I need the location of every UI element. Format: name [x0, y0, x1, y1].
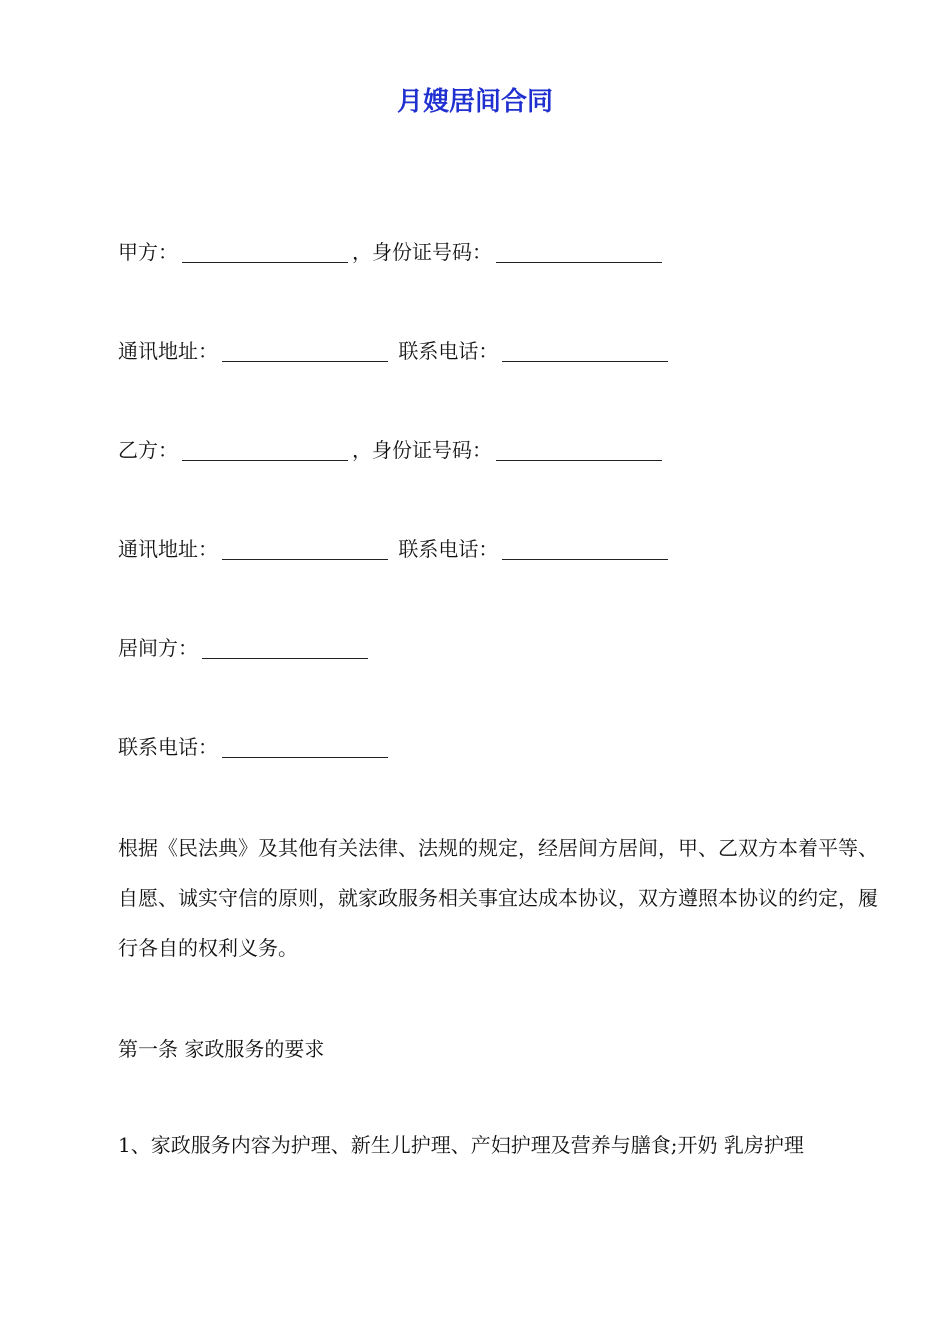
party-b-address-label: 通讯地址：	[118, 537, 218, 561]
party-a-line	[118, 236, 666, 268]
intermediary-name-blank	[202, 638, 368, 659]
intermediary-line	[118, 632, 372, 664]
party-b-label: 乙方：	[118, 438, 178, 462]
party-a-phone-blank	[502, 341, 668, 362]
clause-1-paragraph: 1、家政服务内容为护理、新生儿护理、产妇护理及营养与膳食;开奶 乳房护理	[118, 1133, 804, 1157]
party-a-address-label: 通讯地址：	[118, 339, 218, 363]
party-b-phone-blank	[502, 539, 668, 560]
party-b-name-blank	[182, 440, 348, 461]
party-a-id-label: ，身份证号码：	[352, 240, 492, 264]
party-a-id-blank	[496, 242, 662, 263]
intermediary-phone-line	[118, 731, 392, 763]
party-a-name-blank	[182, 242, 348, 263]
party-b-contact-line	[118, 533, 672, 565]
preamble-paragraph: 根据《民法典》及其他有关法律、法规的规定，经居间方居间，甲、乙双方本着平等、自愿、诚实守信的原则，就家政服务相关事宜达成本协议，双方遵照本协议的约定，履行各自的权利义务。	[118, 836, 878, 960]
party-b-id-label: ，身份证号码：	[352, 438, 492, 462]
article-1-heading: 第一条 家政服务的要求	[118, 1037, 325, 1061]
intermediary-label: 居间方：	[118, 636, 198, 660]
intermediary-phone-label: 联系电话：	[118, 735, 218, 759]
party-b-line	[118, 434, 666, 466]
document-title: 月嫂居间合同	[396, 87, 553, 117]
party-a-label: 甲方：	[118, 240, 178, 264]
party-b-phone-label: 联系电话：	[398, 537, 499, 561]
intermediary-phone-blank	[222, 737, 388, 758]
party-a-address-blank	[222, 341, 388, 362]
party-b-address-blank	[222, 539, 388, 560]
party-a-phone-label: 联系电话：	[398, 339, 499, 363]
party-a-contact-line	[118, 335, 672, 367]
party-b-id-blank	[496, 440, 662, 461]
